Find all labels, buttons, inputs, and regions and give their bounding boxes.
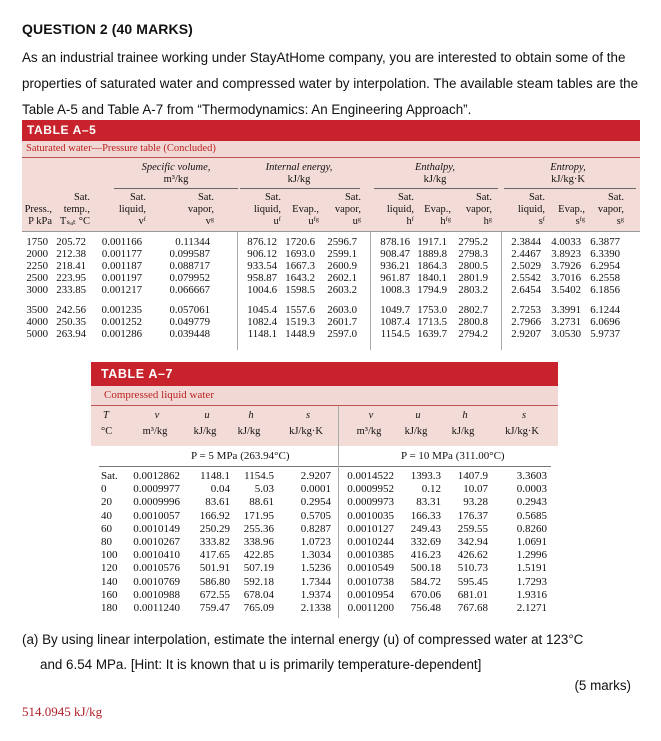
separator — [237, 232, 238, 350]
table-cell: 2602.1 — [327, 272, 357, 284]
table-cell: 1693.0 — [285, 248, 315, 260]
table-cell: 0.0010410 — [133, 549, 180, 562]
table-cell: 0.0009952 — [347, 483, 394, 496]
table-cell: 906.12 — [247, 248, 277, 260]
table-cell: 0.0009977 — [133, 483, 180, 496]
table-cell: 0.0014522 — [347, 470, 394, 482]
table-cell: 0.0010035 — [347, 509, 394, 522]
table-row — [91, 549, 558, 561]
table-a7-col-symbol: h — [462, 410, 468, 421]
table-cell: 333.82 — [199, 536, 230, 548]
table-row — [91, 470, 558, 482]
table-cell: 83.61 — [205, 496, 230, 509]
table-a7-col-unit: m³/kg — [356, 426, 382, 437]
table-cell: 1713.5 — [417, 316, 447, 328]
table-row — [91, 589, 558, 601]
table-row — [91, 576, 558, 588]
table-cell: 1.5236 — [300, 562, 331, 575]
table-cell: 0.057061 — [169, 304, 210, 316]
table-cell: 0.0010738 — [347, 575, 394, 588]
table-cell: 0.0012862 — [133, 470, 180, 482]
separator — [370, 232, 371, 350]
table-cell: 0.11344 — [175, 236, 210, 248]
table-row — [22, 260, 640, 272]
table-cell: 2000 — [26, 248, 48, 260]
table-cell: 1643.2 — [285, 272, 315, 284]
table-cell: 595.45 — [457, 575, 488, 588]
table-cell: 100 — [101, 549, 118, 562]
table-cell: 2.9207 — [511, 328, 541, 340]
table-cell: 1.0723 — [300, 536, 331, 548]
table-cell: 160 — [101, 588, 118, 601]
table-cell: 1889.8 — [417, 248, 447, 260]
table-a7-title: TABLE A–7 — [101, 367, 174, 381]
table-cell: 0.001252 — [101, 316, 142, 328]
table-cell: 6.2954 — [590, 260, 620, 272]
table-cell: 2603.0 — [327, 304, 357, 316]
table-a5-header — [22, 158, 640, 232]
table-cell: 2500 — [26, 272, 48, 284]
table-cell: 3.7926 — [551, 260, 581, 272]
table-cell: 2800.8 — [458, 316, 488, 328]
table-cell: 1.7344 — [300, 575, 331, 588]
table-row — [91, 510, 558, 522]
table-cell: 6.0696 — [590, 316, 620, 328]
table-cell: 1753.0 — [417, 304, 447, 316]
table-cell: 176.37 — [457, 509, 488, 522]
table-cell: 1598.5 — [285, 284, 315, 296]
table-row — [22, 284, 640, 296]
table-cell: 1750 — [26, 236, 48, 248]
table-cell: 2.5029 — [511, 260, 541, 272]
table-cell: 681.01 — [457, 588, 488, 601]
table-cell: 0.0011200 — [347, 602, 394, 614]
table-cell: 500.18 — [410, 562, 441, 575]
table-cell: 876.12 — [247, 236, 277, 248]
table-cell: 2603.2 — [327, 284, 357, 296]
table-cell: 678.04 — [243, 588, 274, 601]
table-cell: 6.3877 — [590, 236, 620, 248]
table-row — [22, 328, 640, 340]
table-row — [91, 523, 558, 535]
table-cell: 0.0010549 — [347, 562, 394, 575]
table-row — [91, 496, 558, 508]
table-cell: 1794.9 — [417, 284, 447, 296]
question-intro: As an industrial trainee working under StayAtHome company, you are interested to obtain some of the properties of saturated water and compressed water by interpolation. The available steam tables are the Table A-5 and Table A-7 from “Thermodynamics: An Engineering Approach”. — [22, 50, 639, 117]
table-cell: 0.0010954 — [347, 588, 394, 601]
table-cell: 3.2731 — [551, 316, 581, 328]
table-a5-subtitle-bar — [22, 141, 640, 158]
table-cell: 422.85 — [243, 549, 274, 562]
table-cell: 342.94 — [457, 536, 488, 548]
table-cell: 0.04 — [210, 483, 230, 496]
table-cell: 1557.6 — [285, 304, 315, 316]
table-cell: 1393.3 — [410, 470, 441, 482]
table-a5-col-head: Sat. vapor, sᵍ — [597, 192, 624, 227]
table-a5-col-head: Sat. vapor, uᵍ — [334, 192, 361, 227]
table-cell: 223.95 — [56, 272, 86, 284]
table-cell: 1864.3 — [417, 260, 447, 272]
table-cell: 0.0010769 — [133, 575, 180, 588]
pressure-underline — [99, 466, 551, 467]
table-a5-title-bar — [22, 120, 640, 141]
table-cell: 2.7253 — [511, 304, 541, 316]
table-cell: 2794.2 — [458, 328, 488, 340]
table-cell: 205.72 — [56, 236, 86, 248]
table-a7-col-unit: kJ/kg·K — [289, 426, 323, 437]
table-row — [22, 236, 640, 248]
group-line-entropy — [504, 188, 636, 189]
table-a5-col-head: Evap., uᶠᵍ — [292, 204, 319, 227]
table-cell: 1720.6 — [285, 236, 315, 248]
separator — [501, 232, 502, 350]
table-cell: 255.36 — [243, 522, 274, 535]
table-cell: 0.0010127 — [347, 522, 394, 535]
table-cell: 2600.9 — [327, 260, 357, 272]
table-cell: 3500 — [26, 304, 48, 316]
table-cell: 1.7293 — [516, 575, 547, 588]
table-cell: 4.0033 — [551, 236, 581, 248]
table-cell: 0.0001 — [300, 483, 331, 496]
group-enthalpy: Enthalpy, kJ/kg — [415, 162, 455, 185]
group-energy: Internal energy, kJ/kg — [265, 162, 333, 185]
pressure-label-left: P = 5 MPa (263.94°C) — [191, 450, 290, 462]
table-cell: 0.066667 — [169, 284, 210, 296]
table-a7-col-symbol: v — [154, 410, 160, 421]
table-cell: Sat. — [101, 470, 118, 482]
table-a5-col-head: Sat. liquid, sᶠ — [517, 192, 545, 227]
table-cell: 40 — [101, 509, 112, 522]
table-cell: 4000 — [26, 316, 48, 328]
table-cell: 3.0530 — [551, 328, 581, 340]
table-cell: 2599.1 — [327, 248, 357, 260]
table-cell: 0.001177 — [101, 248, 142, 260]
table-cell: 242.56 — [56, 304, 86, 316]
table-cell: 10.07 — [463, 483, 488, 496]
table-a7-col-unit: kJ/kg — [451, 426, 475, 437]
table-cell: 0.001197 — [101, 272, 142, 284]
table-a5 — [22, 120, 640, 352]
table-cell: 2.7966 — [511, 316, 541, 328]
table-cell: 263.94 — [56, 328, 86, 340]
table-cell: 0.8287 — [300, 522, 331, 535]
table-cell: 338.96 — [243, 536, 274, 548]
table-cell: 961.87 — [380, 272, 410, 284]
pressure-label-right: P = 10 MPa (311.00°C) — [401, 450, 505, 462]
table-row — [22, 248, 640, 260]
table-cell: 250.29 — [199, 522, 230, 535]
table-cell: 2802.7 — [458, 304, 488, 316]
table-cell: 426.62 — [457, 549, 488, 562]
table-cell: 0.001286 — [101, 328, 142, 340]
table-cell: 0.0010988 — [133, 588, 180, 601]
table-cell: 1087.4 — [380, 316, 410, 328]
table-a5-col-head: Sat. vapor, hᵍ — [465, 192, 492, 227]
table-a7-title-bar — [91, 362, 558, 386]
table-cell: 1.9316 — [516, 588, 547, 601]
part-a-marks: (5 marks) — [574, 678, 631, 693]
table-a7 — [91, 362, 558, 618]
table-cell: 249.43 — [410, 522, 441, 535]
table-cell: 1.2996 — [516, 549, 547, 562]
table-cell: 416.23 — [410, 549, 441, 562]
group-line-energy — [240, 188, 360, 189]
table-cell: 3.8923 — [551, 248, 581, 260]
table-cell: 672.55 — [199, 588, 230, 601]
question-title: QUESTION 2 (40 MARKS) — [22, 21, 193, 37]
table-cell: 180 — [101, 602, 118, 614]
table-cell: 592.18 — [243, 575, 274, 588]
table-cell: 0.001217 — [101, 284, 142, 296]
table-cell: 1667.3 — [285, 260, 315, 272]
table-row — [91, 602, 558, 614]
part-a-line-2: and 6.54 MPa. [Hint: It is known that u is primarily temperature-dependent] — [40, 657, 482, 672]
table-cell: 6.2558 — [590, 272, 620, 284]
table-cell: 1.9374 — [300, 588, 331, 601]
table-cell: 93.28 — [463, 496, 488, 509]
group-entropy: Entropy, kJ/kg·K — [550, 162, 586, 185]
part-a-line-1: (a) By using linear interpolation, estimate the internal energy (u) of compressed water at 123°C — [22, 632, 584, 647]
group-line-volume — [114, 188, 238, 189]
table-cell: 0.001235 — [101, 304, 142, 316]
table-cell: 80 — [101, 536, 112, 548]
table-a7-col-symbol: s — [305, 410, 311, 421]
table-a5-subtitle: Saturated water—Pressure table (Concluded) — [26, 143, 216, 154]
part-a-answer: 514.0945 kJ/kg — [22, 704, 103, 719]
table-cell: 417.65 — [199, 549, 230, 562]
table-cell: 0.8260 — [516, 522, 547, 535]
table-cell: 218.41 — [56, 260, 86, 272]
table-cell: 0.12 — [421, 483, 441, 496]
table-cell: 2250 — [26, 260, 48, 272]
table-cell: 5000 — [26, 328, 48, 340]
table-cell: 933.54 — [247, 260, 277, 272]
table-cell: 1049.7 — [380, 304, 410, 316]
table-a7-col-unit: kJ/kg — [404, 426, 428, 437]
table-cell: 166.92 — [199, 509, 230, 522]
table-cell: 3.3991 — [551, 304, 581, 316]
table-cell: 2801.9 — [458, 272, 488, 284]
table-cell: 586.80 — [199, 575, 230, 588]
table-cell: 0.079952 — [169, 272, 210, 284]
table-a7-col-symbol: h — [248, 410, 254, 421]
table-cell: 250.35 — [56, 316, 86, 328]
table-cell: 2798.3 — [458, 248, 488, 260]
table-cell: 83.31 — [416, 496, 441, 509]
table-cell: 0.0010149 — [133, 522, 180, 535]
table-cell: 2795.2 — [458, 236, 488, 248]
table-a7-col-unit: m³/kg — [142, 426, 168, 437]
table-a5-col-head: Sat. liquid, uᶠ — [253, 192, 281, 227]
table-a5-col-head: Press., P kPa — [24, 204, 52, 227]
table-cell: 1154.5 — [244, 470, 274, 482]
table-a7-subtitle: Compressed liquid water — [104, 389, 214, 401]
table-cell: 1.0691 — [516, 536, 547, 548]
table-cell: 5.03 — [254, 483, 274, 496]
table-a7-col-unit: kJ/kg — [193, 426, 217, 437]
table-row — [91, 536, 558, 548]
table-a7-pressure-row — [91, 446, 558, 468]
table-row — [22, 316, 640, 328]
table-cell: 1519.3 — [285, 316, 315, 328]
table-cell: 936.21 — [380, 260, 410, 272]
table-a7-col-symbol: v — [368, 410, 374, 421]
table-cell: 0.0010244 — [347, 536, 394, 548]
part-a-question — [22, 627, 647, 677]
table-cell: 0 — [101, 483, 107, 496]
table-cell: 1148.1 — [200, 470, 230, 482]
table-cell: 0.0009996 — [133, 496, 180, 509]
table-cell: 0.088717 — [169, 260, 210, 272]
table-a7-col-symbol: T — [103, 410, 109, 421]
table-a7-col-symbol: s — [521, 410, 527, 421]
table-cell: 3.3603 — [516, 470, 547, 482]
table-a5-col-head: Evap., hᶠᵍ — [424, 204, 451, 227]
table-cell: 2.3844 — [511, 236, 541, 248]
table-cell: 584.72 — [410, 575, 441, 588]
table-cell: 1082.4 — [247, 316, 277, 328]
table-cell: 0.0009973 — [347, 496, 394, 509]
table-cell: 171.95 — [243, 509, 274, 522]
table-cell: 1148.1 — [247, 328, 277, 340]
table-cell: 20 — [101, 496, 112, 509]
table-cell: 2601.7 — [327, 316, 357, 328]
table-cell: 6.3390 — [590, 248, 620, 260]
table-cell: 1004.6 — [247, 284, 277, 296]
separator — [338, 406, 339, 618]
table-cell: 0.0010385 — [347, 549, 394, 562]
table-cell: 2597.0 — [327, 328, 357, 340]
table-cell: 2.1271 — [516, 602, 547, 614]
table-cell: 2.4467 — [511, 248, 541, 260]
table-cell: 233.85 — [56, 284, 86, 296]
table-cell: 0.001166 — [101, 236, 142, 248]
table-cell: 88.61 — [249, 496, 274, 509]
table-cell: 1.5191 — [516, 562, 547, 575]
table-a7-col-unit: °C — [101, 426, 113, 437]
table-cell: 0.0010267 — [133, 536, 180, 548]
table-cell: 2.9207 — [300, 470, 331, 482]
table-cell: 6.1244 — [590, 304, 620, 316]
table-cell: 0.001187 — [101, 260, 142, 272]
table-cell: 0.0010057 — [133, 509, 180, 522]
table-cell: 2.6454 — [511, 284, 541, 296]
table-a7-col-unit: kJ/kg·K — [505, 426, 539, 437]
table-a7-col-unit: kJ/kg — [237, 426, 261, 437]
table-cell: 0.5685 — [516, 509, 547, 522]
table-a5-body — [22, 232, 640, 352]
table-cell: 1045.4 — [247, 304, 277, 316]
table-cell: 2.1338 — [300, 602, 331, 614]
table-a5-col-head: Sat. vapor, vᵍ — [187, 192, 214, 227]
table-cell: 0.0003 — [516, 483, 547, 496]
table-cell: 1154.5 — [380, 328, 410, 340]
table-cell: 2803.2 — [458, 284, 488, 296]
table-cell: 5.9737 — [590, 328, 620, 340]
table-cell: 0.2954 — [300, 496, 331, 509]
table-a5-title: TABLE A–5 — [27, 123, 97, 137]
table-cell: 958.87 — [247, 272, 277, 284]
table-cell: 0.2943 — [516, 496, 547, 509]
table-a7-subtitle-bar — [91, 386, 558, 406]
table-cell: 1840.1 — [417, 272, 447, 284]
table-a5-col-head: Sat. liquid, vᶠ — [118, 192, 146, 227]
table-cell: 332.69 — [410, 536, 441, 548]
table-cell: 2.5542 — [511, 272, 541, 284]
table-cell: 6.1856 — [590, 284, 620, 296]
table-cell: 3.7016 — [551, 272, 581, 284]
table-cell: 259.55 — [457, 522, 488, 535]
table-row — [22, 304, 640, 316]
table-cell: 0.039448 — [169, 328, 210, 340]
table-cell: 1407.9 — [457, 470, 488, 482]
group-volume: Specific volume, m³/kg — [141, 162, 211, 185]
table-cell: 166.33 — [410, 509, 441, 522]
table-cell: 0.0010576 — [133, 562, 180, 575]
table-cell: 3000 — [26, 284, 48, 296]
table-cell: 1448.9 — [285, 328, 315, 340]
table-cell: 878.16 — [380, 236, 410, 248]
table-a7-header — [91, 406, 558, 446]
table-cell: 510.73 — [457, 562, 488, 575]
table-row — [91, 483, 558, 495]
table-a7-body — [91, 468, 558, 618]
table-row — [22, 272, 640, 284]
table-cell: 765.09 — [243, 602, 274, 614]
table-cell: 1.3034 — [300, 549, 331, 562]
table-cell: 756.48 — [410, 602, 441, 614]
table-cell: 1008.3 — [380, 284, 410, 296]
table-cell: 60 — [101, 522, 112, 535]
table-cell: 2800.5 — [458, 260, 488, 272]
table-cell: 0.5705 — [300, 509, 331, 522]
table-cell: 3.5402 — [551, 284, 581, 296]
table-cell: 759.47 — [199, 602, 230, 614]
table-cell: 1639.7 — [417, 328, 447, 340]
table-cell: 670.06 — [410, 588, 441, 601]
table-a5-col-head: Evap., sᶠᵍ — [558, 204, 585, 227]
table-cell: 0.099587 — [169, 248, 210, 260]
table-cell: 140 — [101, 575, 118, 588]
table-cell: 120 — [101, 562, 118, 575]
table-cell: 2596.7 — [327, 236, 357, 248]
table-cell: 908.47 — [380, 248, 410, 260]
table-row — [91, 562, 558, 574]
table-cell: 212.38 — [56, 248, 86, 260]
table-cell: 501.91 — [199, 562, 230, 575]
table-cell: 0.049779 — [169, 316, 210, 328]
table-cell: 1917.1 — [417, 236, 447, 248]
table-a5-col-head: Sat. liquid, hᶠ — [386, 192, 414, 227]
table-a5-col-head: Sat. temp., Tₛₐₜ °C — [59, 192, 90, 227]
table-a7-col-symbol: u — [204, 410, 210, 421]
table-cell: 767.68 — [457, 602, 488, 614]
table-cell: 507.19 — [243, 562, 274, 575]
table-cell: 0.0011240 — [133, 602, 180, 614]
table-a7-col-symbol: u — [415, 410, 421, 421]
group-line-enthalpy — [374, 188, 498, 189]
